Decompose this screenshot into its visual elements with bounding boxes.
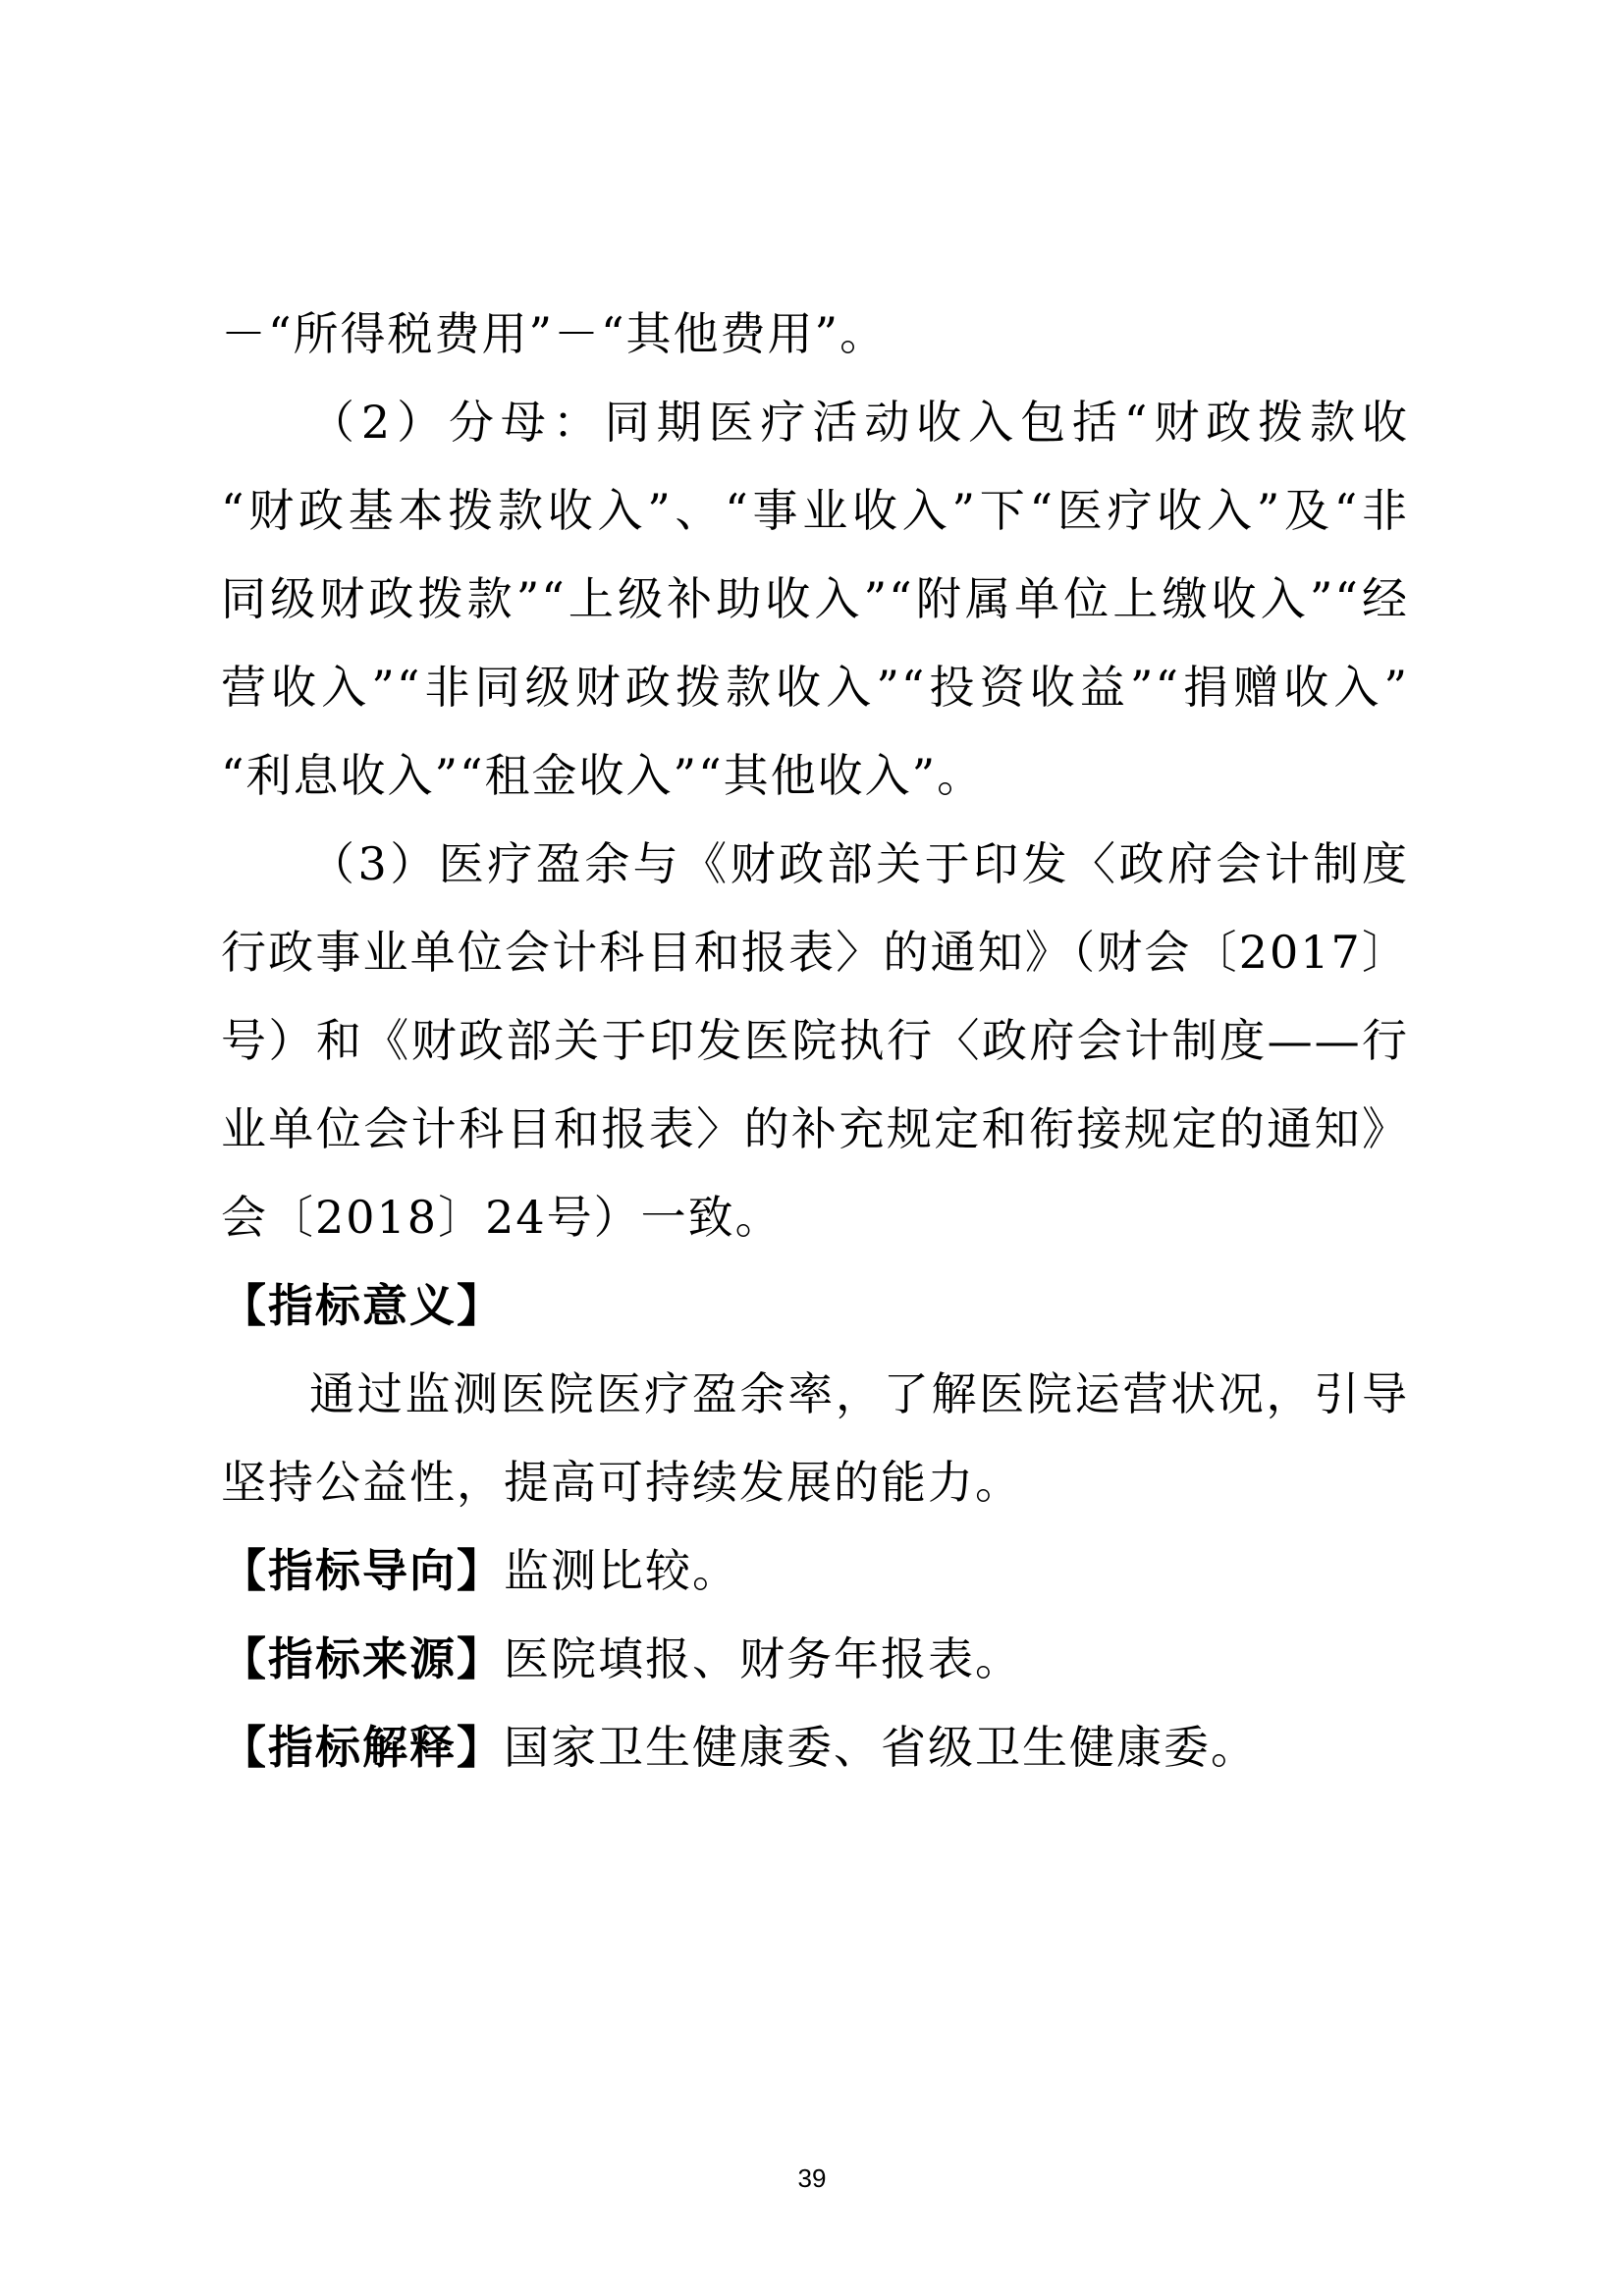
source-line bbox=[221, 1629, 1409, 1688]
interpretation-text: 国家卫生健康委、省级卫生健康委。 bbox=[504, 1721, 1258, 1774]
text-line-9: 号）和《财政部关于印发医院执行〈政府会计制度——行 bbox=[221, 1014, 1409, 1067]
text-line-7: （3）医疗盈余与《财政部关于印发〈政府会计制度 bbox=[309, 837, 1409, 890]
significance-line-2: 坚持公益性，提高可持续发展的能力。 bbox=[221, 1456, 1022, 1509]
text-line-11: 会〔2018〕24号）一致。 bbox=[221, 1191, 783, 1244]
direction-text: 监测比较。 bbox=[504, 1544, 739, 1597]
text-line-4: 同级财政拨款”“上级补助收入”“附属单位上缴收入”“经 bbox=[221, 572, 1409, 625]
direction-line bbox=[221, 1541, 1409, 1600]
text-line-2: （2）分母：同期医疗活动收入包括“财政拨款收 bbox=[309, 396, 1409, 449]
source-text: 医院填报、财务年报表。 bbox=[504, 1632, 1022, 1685]
page-number: 39 bbox=[797, 2163, 827, 2193]
source-heading: 【指标来源】 bbox=[221, 1632, 504, 1685]
significance-line-1: 通过监测医院医疗盈余率，了解医院运营状况，引导 bbox=[309, 1367, 1409, 1420]
text-line-5: 营收入”“非同级财政拨款收入”“投资收益”“捐赠收入” bbox=[221, 661, 1409, 714]
interpretation-heading: 【指标解释】 bbox=[221, 1721, 504, 1774]
interpretation-line bbox=[221, 1718, 1409, 1777]
text-line-1: －“所得税费用”－“其他费用”。 bbox=[221, 307, 888, 360]
significance-heading: 【指标意义】 bbox=[221, 1279, 504, 1332]
text-line-10: 业单位会计科目和报表〉的补充规定和衔接规定的通知》 bbox=[221, 1102, 1409, 1155]
text-line-3: “财政基本拨款收入”、“事业收入”下“医疗收入”及“非 bbox=[221, 484, 1409, 537]
text-line-6: “利息收入”“租金收入”“其他收入”。 bbox=[221, 749, 985, 802]
direction-heading: 【指标导向】 bbox=[221, 1544, 504, 1597]
text-line-8: 行政事业单位会计科目和报表〉的通知》（财会〔2017〕 bbox=[221, 926, 1409, 979]
